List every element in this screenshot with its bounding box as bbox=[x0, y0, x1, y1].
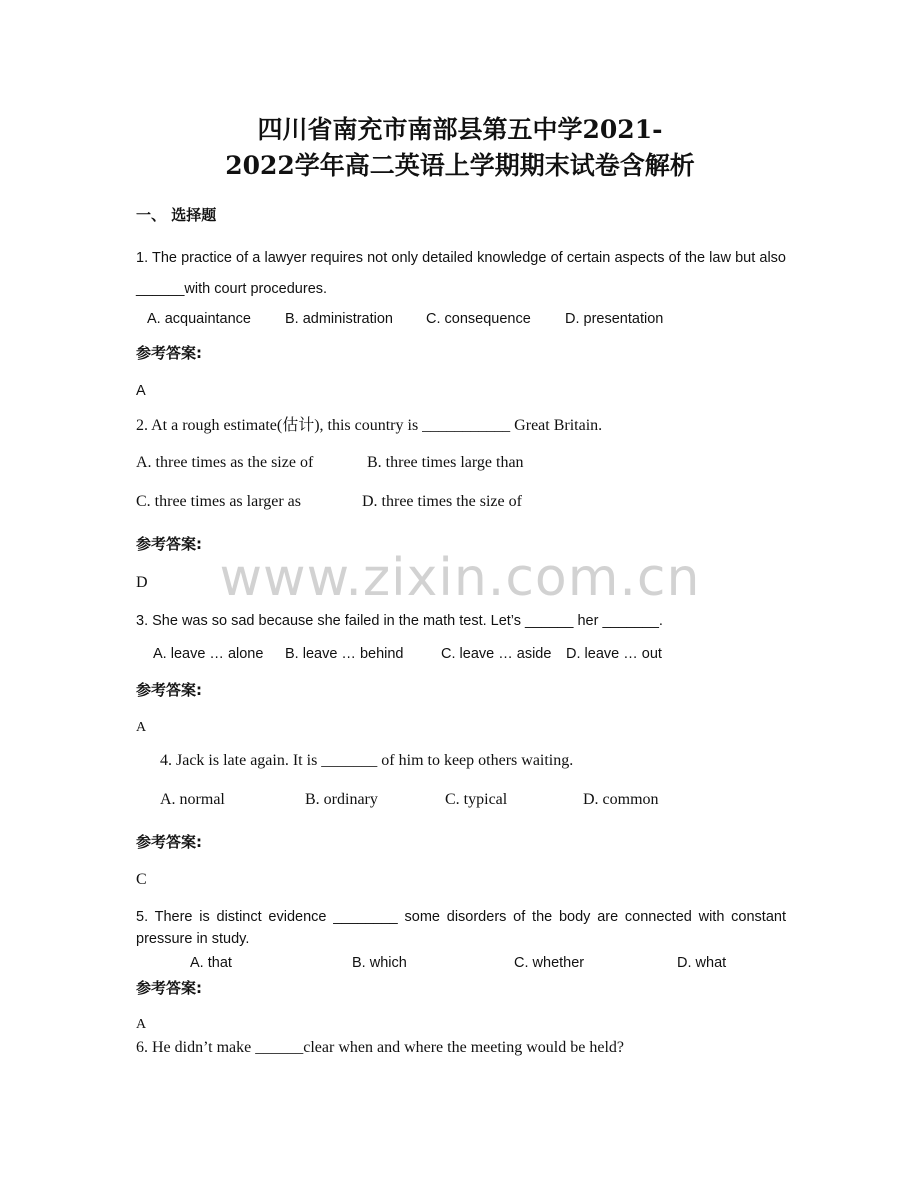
question-2-option-c: C. three times as larger as bbox=[136, 493, 301, 510]
question-5-text: 5. There is distinct evidence ________ some disorders of the body are connected with constant pressure in study. bbox=[136, 909, 786, 947]
question-4-text: 4. Jack is late again. It is _______ of him to keep others waiting. bbox=[160, 752, 574, 769]
question-3-option-b: B. leave … behind bbox=[285, 646, 404, 662]
question-1-options bbox=[0, 311, 920, 331]
question-1-option-b: B. administration bbox=[285, 311, 393, 327]
question-5-answer: A bbox=[136, 1017, 147, 1032]
question-5-option-d: D. what bbox=[677, 955, 727, 971]
question-5-option-a: A. that bbox=[190, 955, 232, 971]
question-4-answer: C bbox=[136, 871, 147, 888]
question-4-option-a: A. normal bbox=[160, 791, 225, 808]
question-1-option-d: D. presentation bbox=[565, 311, 664, 327]
question-4-option-b: B. ordinary bbox=[305, 791, 378, 808]
answer-label: 参考答案: bbox=[136, 535, 202, 553]
question-1-text: 1. The practice of a lawyer requires not only detailed knowledge of certain aspects of the law but also ______with court procedures. bbox=[136, 250, 786, 297]
section-heading: 一、 选择题 bbox=[136, 206, 217, 224]
question-2-text: 2. At a rough estimate(估计), this country is ___________ Great Britain. bbox=[136, 417, 603, 434]
question-6-text: 6. He didn’t make ______clear when and where the meeting would be held? bbox=[136, 1039, 624, 1056]
question-3-options bbox=[0, 646, 920, 666]
answer-label: 参考答案: bbox=[136, 681, 202, 699]
question-3-option-d: D. leave … out bbox=[566, 646, 662, 662]
question-3-option-a: A. leave … alone bbox=[153, 646, 264, 662]
question-2-option-b: B. three times large than bbox=[367, 454, 524, 471]
watermark: www.zixin.com.cn bbox=[219, 548, 701, 608]
question-2-answer: D bbox=[136, 574, 148, 591]
question-1-option-a: A. acquaintance bbox=[147, 311, 251, 327]
question-2-option-a: A. three times as the size of bbox=[136, 454, 314, 471]
question-4-option-d: D. common bbox=[583, 791, 659, 808]
page-title-line-2: 2022学年高二英语上学期期末试卷含解析 bbox=[225, 151, 695, 180]
answer-label: 参考答案: bbox=[136, 979, 202, 997]
question-1-answer: A bbox=[136, 383, 146, 399]
question-4-option-c: C. typical bbox=[445, 791, 508, 808]
question-3-option-c: C. leave … aside bbox=[441, 646, 552, 662]
question-2-option-d: D. three times the size of bbox=[362, 493, 522, 510]
page-title-line-1: 四川省南充市南部县第五中学2021- bbox=[257, 115, 663, 144]
answer-label: 参考答案: bbox=[136, 344, 202, 362]
question-1-option-c: C. consequence bbox=[426, 311, 531, 327]
question-5-option-c: C. whether bbox=[514, 955, 585, 971]
question-5-option-b: B. which bbox=[352, 955, 407, 971]
question-5-options bbox=[0, 955, 920, 975]
answer-label: 参考答案: bbox=[136, 833, 202, 851]
question-3-answer: A bbox=[136, 720, 147, 735]
question-4-options bbox=[0, 791, 920, 811]
question-3-text: 3. She was so sad because she failed in the math test. Let’s ______ her _______. bbox=[136, 613, 663, 629]
